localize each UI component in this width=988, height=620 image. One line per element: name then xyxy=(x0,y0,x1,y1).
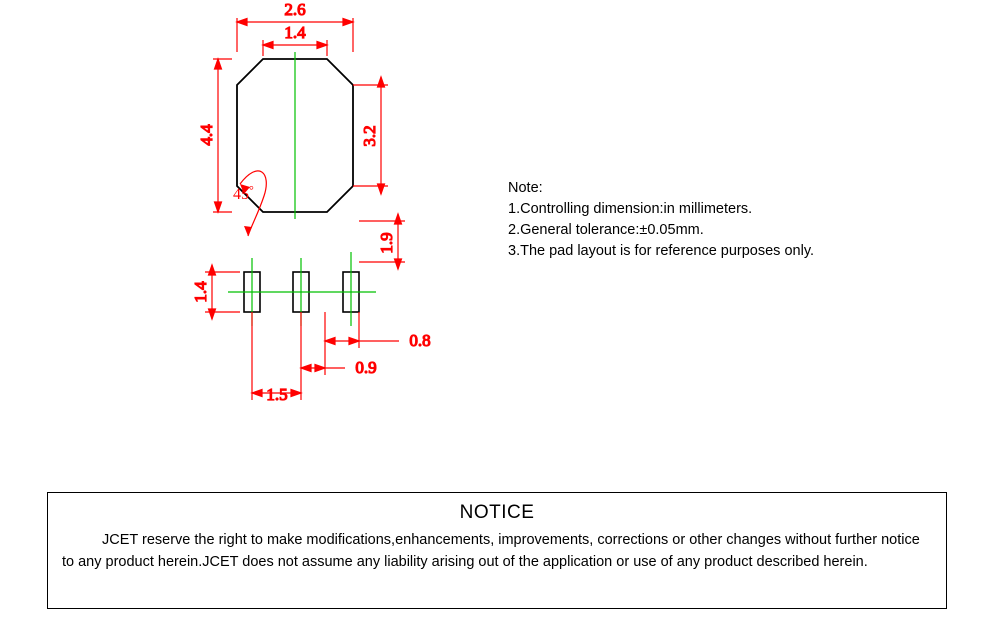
dimension-3-2 xyxy=(353,77,388,194)
dimension-1-4-top xyxy=(263,23,327,56)
dimension-1-4-top-label: 1.4 xyxy=(284,23,306,42)
dimension-4-4 xyxy=(197,59,232,212)
dimension-0-9 xyxy=(301,312,377,377)
dimension-2-6-label: 2.6 xyxy=(284,0,306,19)
notice-paragraph xyxy=(48,524,946,573)
dimension-1-5 xyxy=(252,312,301,404)
notice-box xyxy=(47,492,947,609)
dimension-1-4-pad-label: 1.4 xyxy=(191,281,210,303)
notice-title: NOTICE xyxy=(459,502,535,523)
dimension-0-8 xyxy=(325,312,431,350)
dimension-1-9-label: 1.9 xyxy=(377,232,396,254)
note-item-1: 1.Controlling dimension:in millimeters. xyxy=(508,201,753,217)
note-item-2: 2.General tolerance:±0.05mm. xyxy=(508,222,704,238)
notice-text: JCET reserve the right to make modifications,enhancements, improvements, corrections or other changes without further notice to any product herein.JCET does not assume any liability arising out of the application or use of any product described herein. xyxy=(62,532,920,570)
dimension-0-9-label: 0.9 xyxy=(355,358,377,377)
dimension-1-9 xyxy=(359,214,405,269)
dimension-4-4-label: 4.4 xyxy=(197,124,216,146)
dimension-1-5-label: 1.5 xyxy=(266,385,288,404)
chamfer-angle-label: 45° xyxy=(233,183,254,203)
dimension-0-8-label: 0.8 xyxy=(409,331,431,350)
notes-block xyxy=(508,178,948,262)
dimension-3-2-label: 3.2 xyxy=(360,125,379,147)
chamfer-angle-leader xyxy=(240,171,266,236)
notes-heading: Note: xyxy=(508,180,543,196)
note-item-3: 3.The pad layout is for reference purposes only. xyxy=(508,243,815,259)
pad-view-centerlines xyxy=(228,252,376,326)
